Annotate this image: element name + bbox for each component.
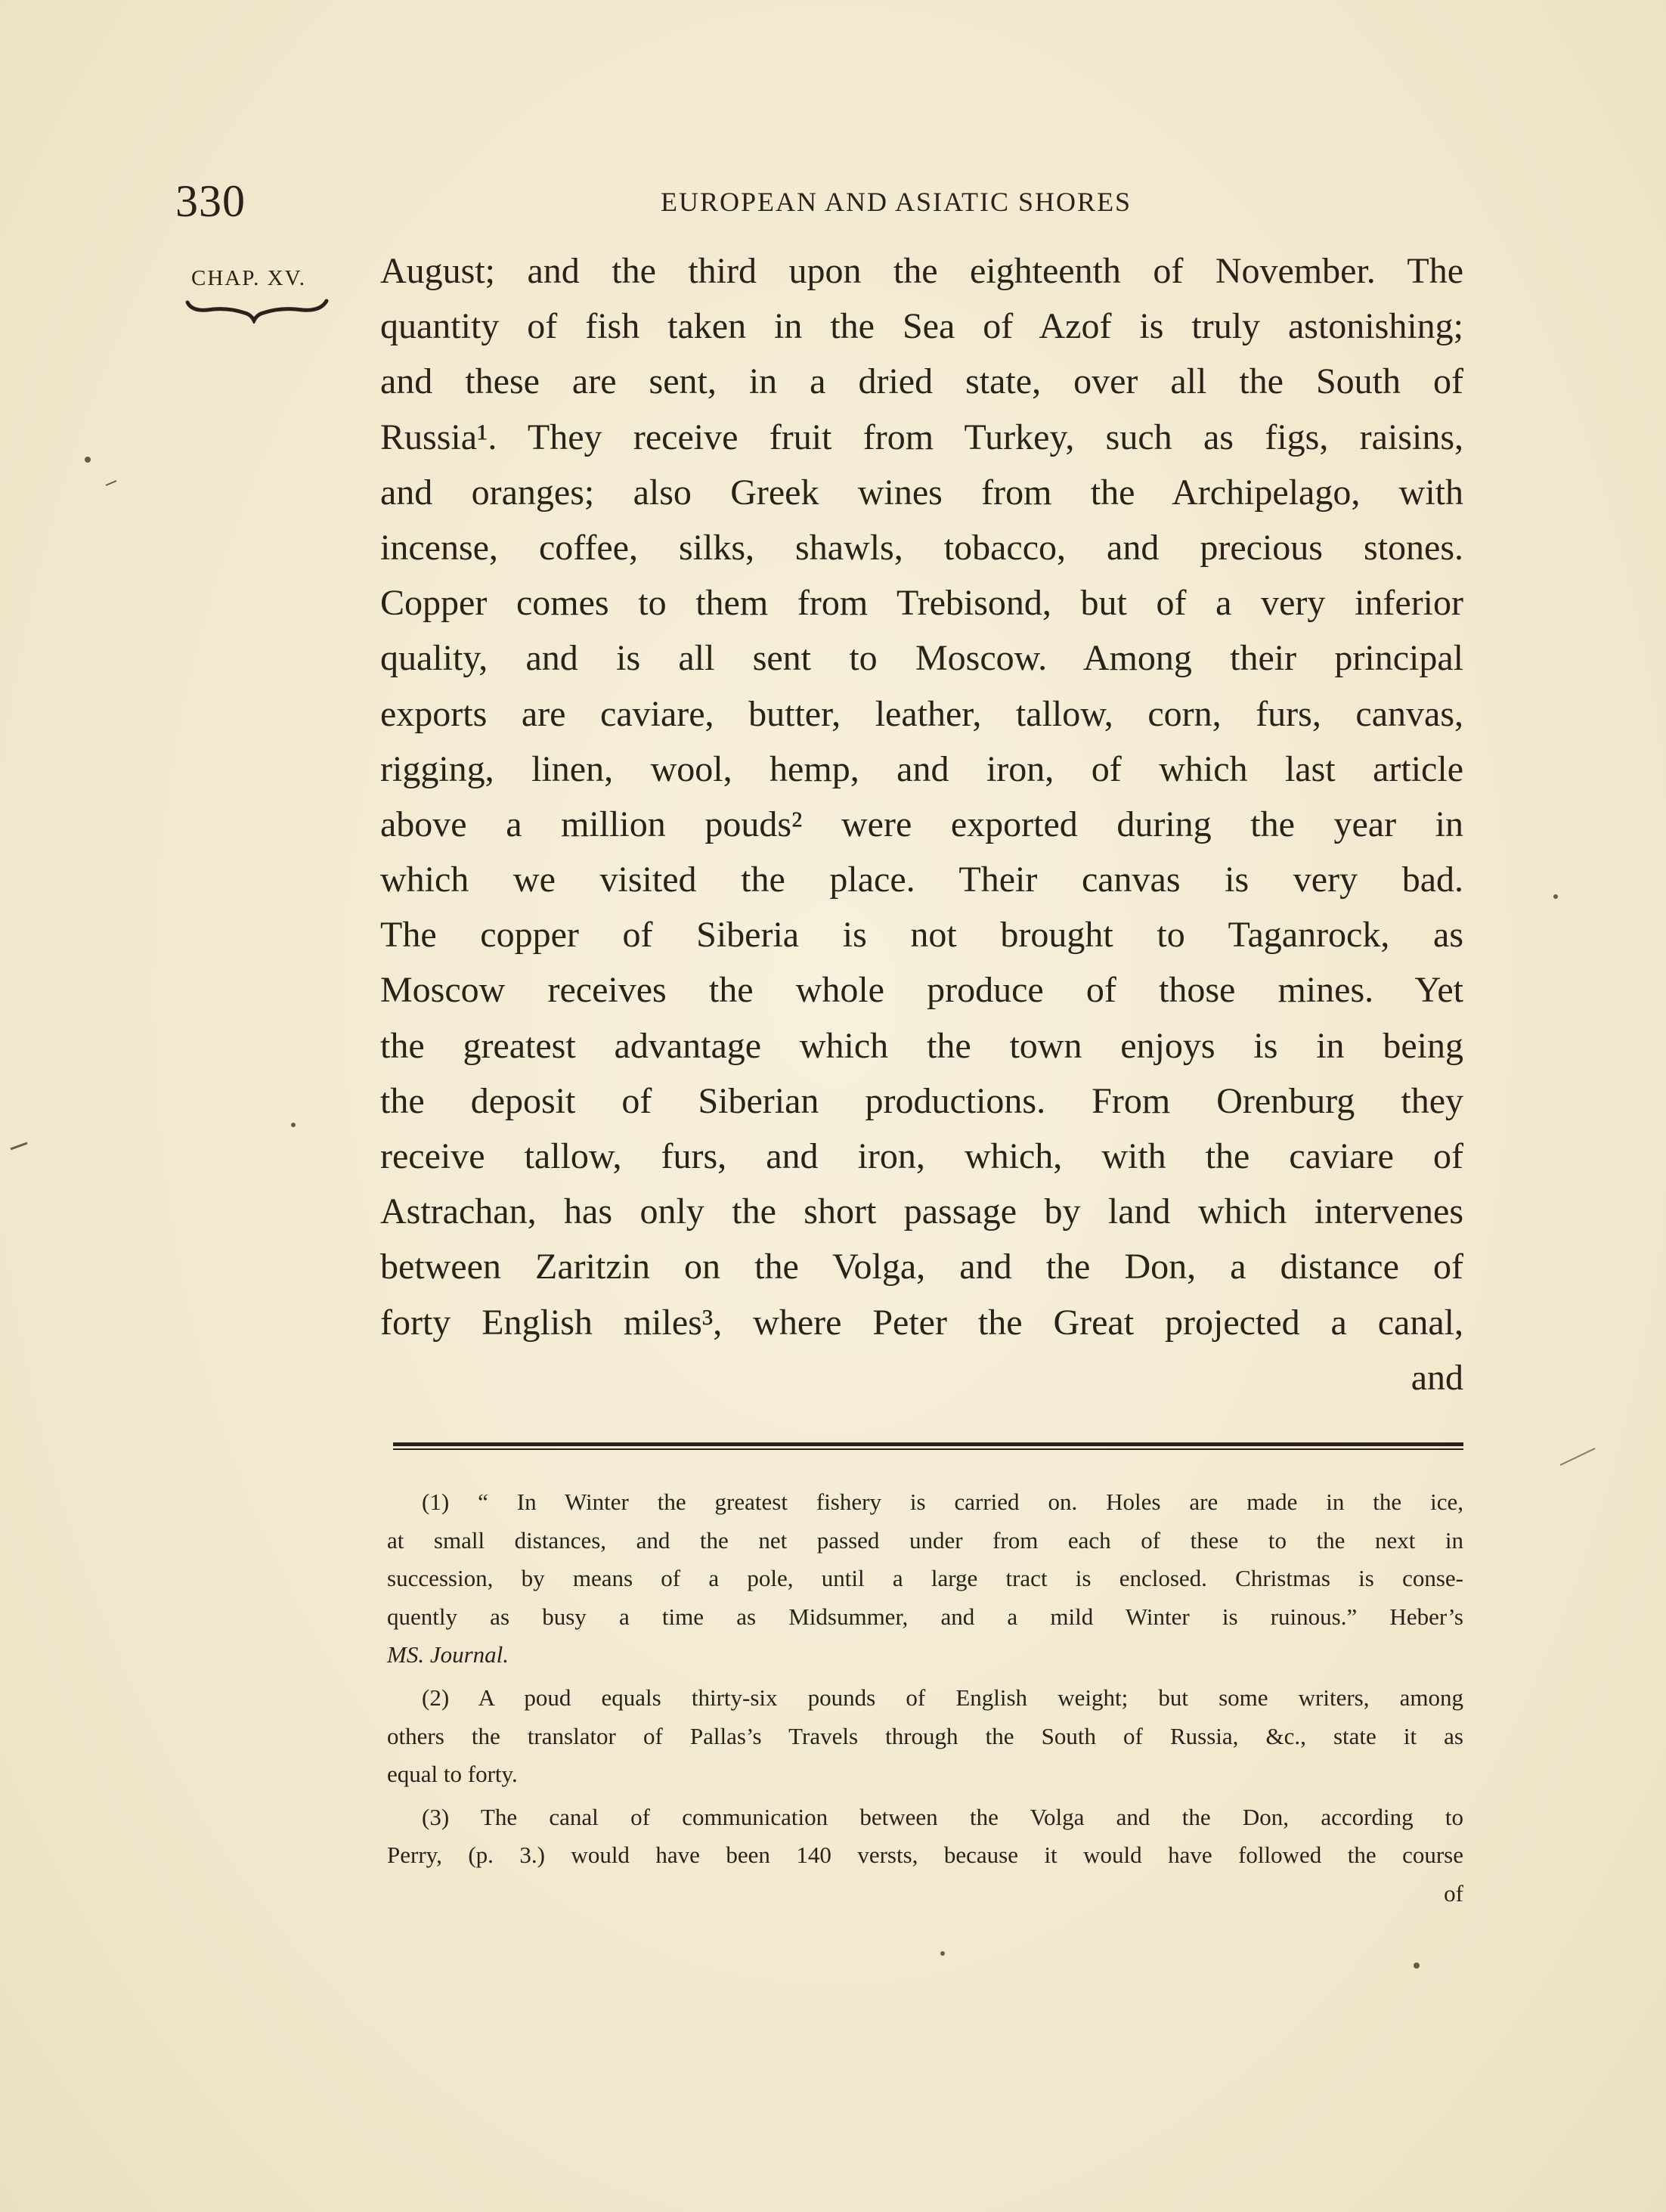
body-line: Copper comes to them from Trebisond, but of a very inferior [380,583,1463,624]
footnote-3 [387,1798,1463,1913]
body-line: the greatest advantage which the town enjoys is in being [380,1025,1463,1066]
chapter-marginal-label: CHAP. XV. [191,266,307,290]
page-header [0,175,1666,236]
body-line: and oranges; also Greek wines from the Archipelago, with [380,472,1463,513]
footnote-line: Perry, (p. 3.) would have been 140 versts, because it would have followed the course [387,1842,1463,1869]
footnote-line: equal to forty. [387,1761,518,1788]
body-line: which we visited the place. Their canvas is very bad. [380,860,1463,900]
body-line: Russia¹. They receive fruit from Turkey, such as figs, raisins, [380,417,1463,457]
footnote-1 [387,1483,1463,1674]
body-line: forty English miles³, where Peter the Great projected a canal, [380,1302,1463,1343]
body-line: above a million pouds² were exported during the year in [380,804,1463,844]
body-line: exports are caviare, butter, leather, tallow, corn, furs, canvas, [380,693,1463,734]
footnote-catchword: of [1444,1879,1463,1907]
body-line: rigging, linen, wool, hemp, and iron, of which last article [380,748,1463,789]
running-title: EUROPEAN AND ASIATIC SHORES [661,187,1132,217]
page-number: 330 [175,176,246,226]
body-line: the deposit of Siberian productions. From Orenburg they [380,1080,1463,1121]
footnote-separator-rule [393,1442,1463,1451]
footnote-line: at small distances, and the net passed under from each of these to the next in [387,1526,1463,1554]
body-text [380,243,1463,1405]
body-line: Astrachan, has only the short passage by land which intervenes [380,1191,1463,1232]
body-line: Moscow receives the whole produce of those mines. Yet [380,970,1463,1011]
footnote-2 [387,1679,1463,1794]
body-line: August; and the third upon the eighteenth of November. The [380,251,1463,291]
footnote-line: quently as busy a time as Midsummer, and a mild Winter is ruinous.” Heber’s [387,1603,1463,1630]
catchword: and [1411,1357,1463,1398]
footnote-line: (3) The canal of communication between the Volga and the Don, according to [422,1803,1463,1830]
chapter-ornament-icon [181,298,333,324]
footnote-line: (2) A poud equals thirty-six pounds of English weight; but some writers, among [422,1684,1463,1711]
footnote-line: succession, by means of a pole, until a large tract is enclosed. Christmas is conse- [387,1565,1463,1592]
body-line: and these are sent, in a dried state, over all the South of [380,361,1463,402]
body-line: quantity of fish taken in the Sea of Azof is truly astonishing; [380,306,1463,347]
footnote-line: MS. Journal. [387,1641,509,1668]
footnotes [387,1483,1463,1913]
body-line: receive tallow, furs, and iron, which, with the caviare of [380,1136,1463,1176]
footnote-line: others the translator of Pallas’s Travels through the South of Russia, &c., state it as [387,1722,1463,1749]
body-line: between Zaritzin on the Volga, and the Don, a distance of [380,1247,1463,1287]
footnote-line: (1) “ In Winter the greatest fishery is carried on. Holes are made in the ice, [422,1489,1463,1515]
body-line: incense, coffee, silks, shawls, tobacco, and precious stones. [380,527,1463,568]
rule-thin-line [393,1448,1463,1450]
body-line: quality, and is all sent to Moscow. Among their principal [380,638,1463,679]
body-line: The copper of Siberia is not brought to Taganrock, as [380,915,1463,956]
rule-thick-line [393,1442,1463,1446]
